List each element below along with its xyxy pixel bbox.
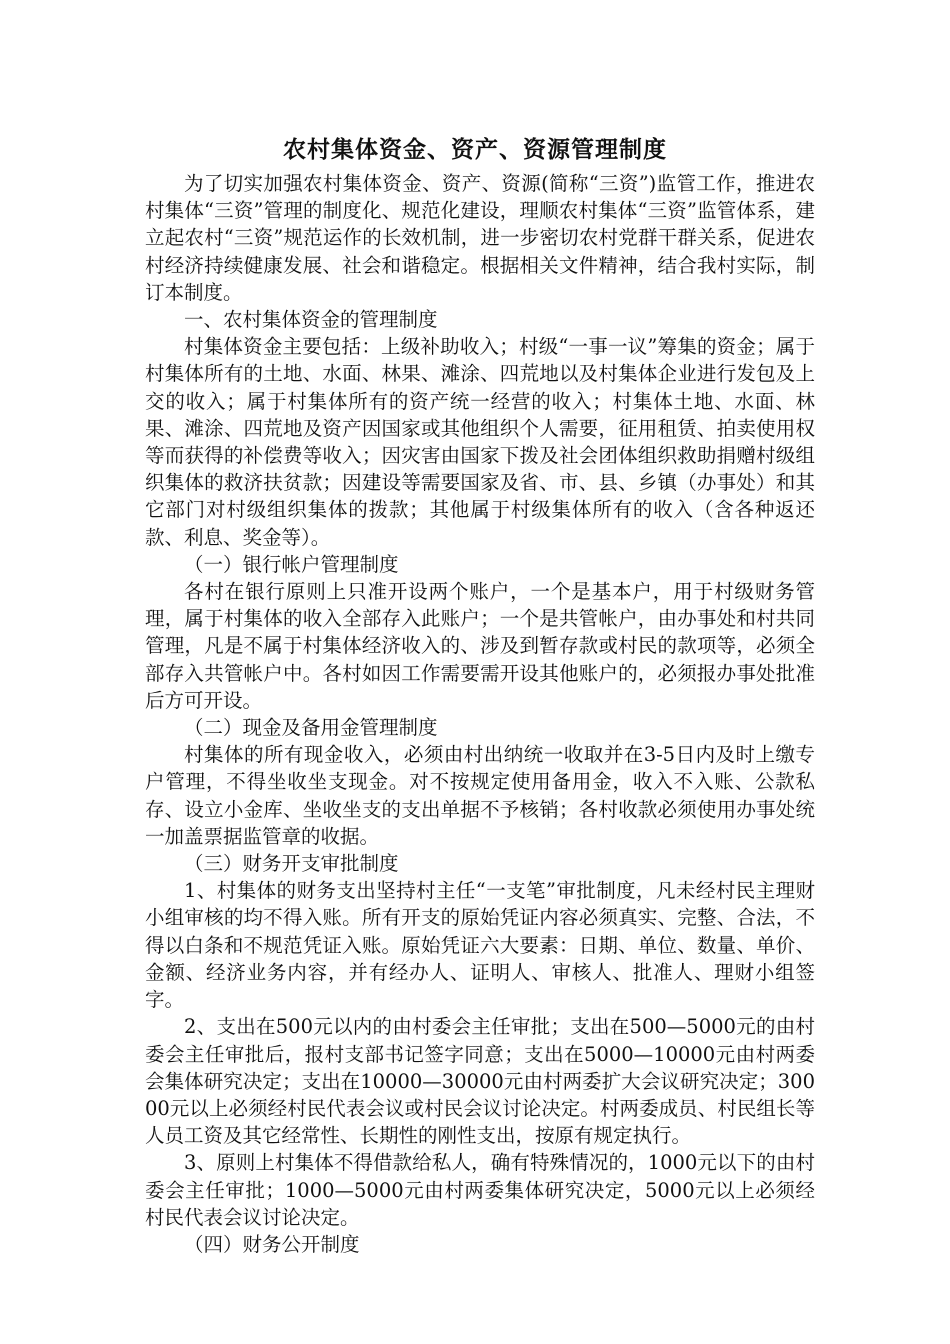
document-title: 农村集体资金、资产、资源管理制度 <box>283 137 667 163</box>
cash-paragraph: 村集体的所有现金收入，必须由村出纳统一收取并在3-5日内及时上缴专户管理，不得坐收坐支现金。对不按规定使用备用金，收入不入账、公款私存、设立小金库、坐收坐支的支出单据不予核销；各村收款必须使用办事处统一加盖票据监管章的收据。 <box>145 743 815 848</box>
approval-item-2: 2、支出在500元以内的由村委会主任审批；支出在500—5000元的由村委会主任审批后，报村支部书记签字同意；支出在5000—10000元由村两委会集体研究决定；支出在10000—30000元由村两委扩大会议研究决定；30000元以上必须经村民代表会议或村民会议讨论决定。村两委成员、村民组长等人员工资及其它经常性、长期性的刚性支出，按原有规定执行。 <box>145 1015 815 1148</box>
intro-paragraph: 为了切实加强农村集体资金、资产、资源(简称“三资”)监管工作，推进农村集体“三资”管理的制度化、规范化建设，理顺农村集体“三资”监管体系，建立起农村“三资”规范运作的长效机制，进一步密切农村党群干群关系，促进农村经济持续健康发展、社会和谐稳定。根据相关文件精神，结合我村实际，制订本制度。 <box>145 172 815 304</box>
subsection-heading-cash: （二）现金及备用金管理制度 <box>184 716 438 740</box>
subsection-heading-approval: （三）财务开支审批制度 <box>184 852 399 876</box>
funds-paragraph: 村集体资金主要包括：上级补助收入；村级“一事一议”筹集的资金；属于村集体所有的土地、水面、林果、滩涂、四荒地以及村集体企业进行发包及上交的收入；属于村集体所有的资产统一经营的收入；村集体土地、水面、林果、滩涂、四荒地及资产因国家或其他组织个人需要，征用租赁、拍卖使用权等而获得的补偿费等收入；因灾害由国家下拨及社会团体组织救助捐赠村级组织集体的救济扶贫款；因建设等需要国家及省、市、县、乡镇（办事处）和其它部门对村级组织集体的拨款；其他属于村级集体所有的收入（含各种返还款、利息、奖金等）。 <box>145 335 815 549</box>
approval-item-3: 3、原则上村集体不得借款给私人，确有特殊情况的，1000元以下的由村委会主任审批；1000—5000元由村两委集体研究决定，5000元以上必须经村民代表会议讨论决定。 <box>145 1151 815 1229</box>
document-body <box>145 170 815 1258</box>
bank-paragraph: 各村在银行原则上只准开设两个账户，一个是基本户，用于村级财务管理，属于村集体的收入全部存入此账户；一个是共管帐户，由办事处和村共同管理，凡是不属于村集体经济收入的、涉及到暂存款或村民的款项等，必须全部存入共管帐户中。各村如因工作需要需开设其他账户的，必须报办事处批准后方可开设。 <box>145 580 815 712</box>
approval-item-1: 1、村集体的财务支出坚持村主任“一支笔”审批制度，凡未经村民主理财小组审核的均不得入账。所有开支的原始凭证内容必须真实、完整、合法，不得以白条和不规范凭证入账。原始凭证六大要素：日期、单位、数量、单价、金额、经济业务内容，并有经办人、证明人、审核人、批准人、理财小组签字。 <box>145 879 815 1012</box>
section-heading-funds: 一、农村集体资金的管理制度 <box>184 308 438 332</box>
subsection-heading-bank: （一）银行帐户管理制度 <box>184 552 399 576</box>
subsection-heading-disclosure: （四）财务公开制度 <box>184 1232 360 1256</box>
